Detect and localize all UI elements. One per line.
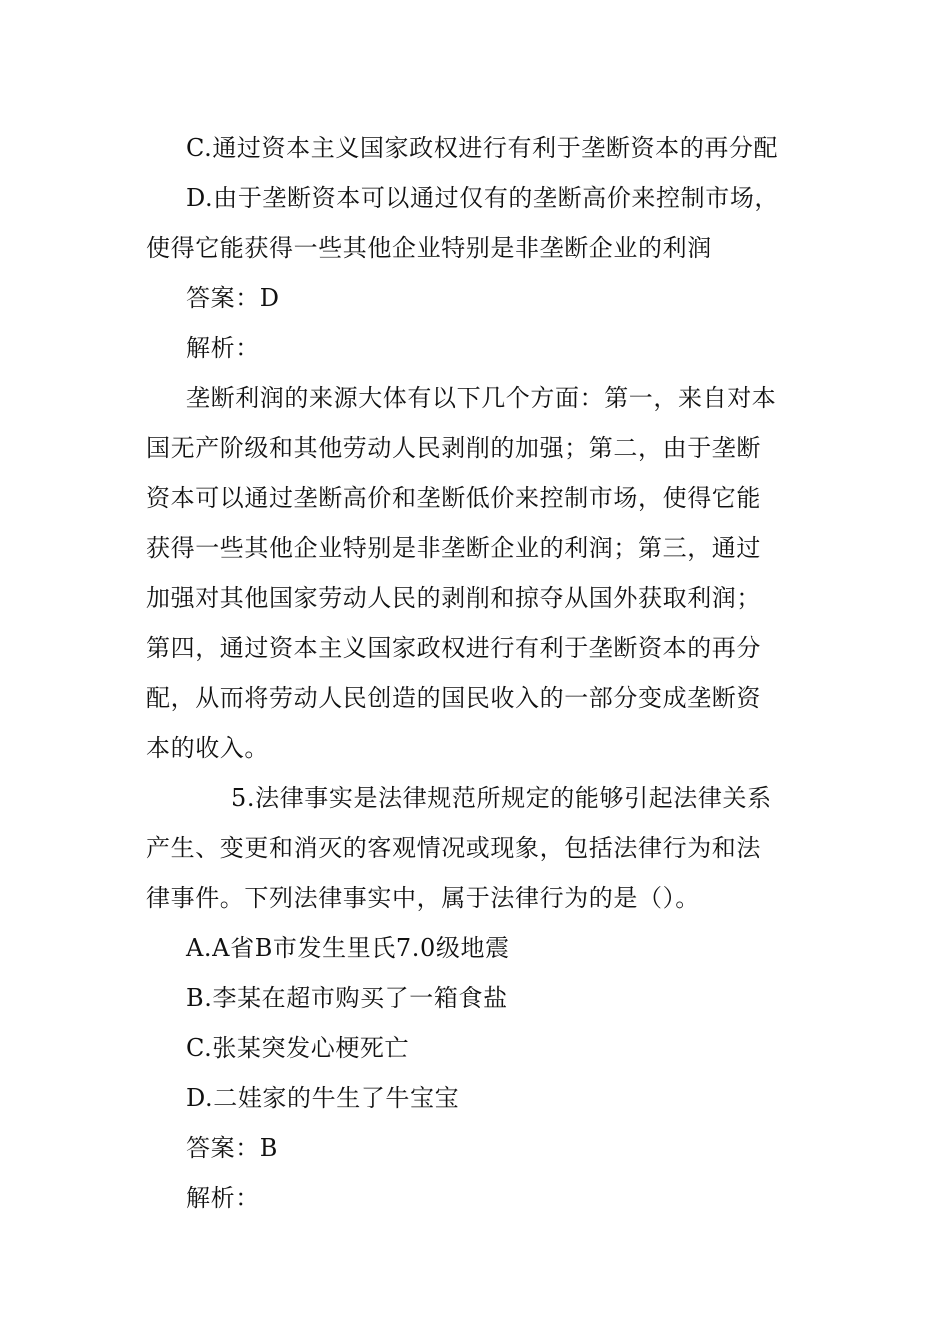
q4-analysis-line: 国无产阶级和其他劳动人民剥削的加强；第二，由于垄断 <box>146 434 761 462</box>
q4-answer: 答案：D <box>186 284 280 312</box>
q5-answer: 答案：B <box>186 1134 279 1162</box>
q5-option-c: C.张某突发心梗死亡 <box>186 1034 410 1062</box>
q5-stem-line: 5.法律事实是法律规范所规定的能够引起法律关系 <box>231 784 772 812</box>
q5-analysis-label: 解析： <box>186 1184 260 1212</box>
q5-stem-line: 律事件。下列法律事实中，属于法律行为的是（）。 <box>146 884 700 912</box>
q4-analysis-line: 资本可以通过垄断高价和垄断低价来控制市场，使得它能 <box>146 484 761 512</box>
q5-option-b: B.李某在超市购买了一箱食盐 <box>186 984 508 1012</box>
q5-option-a: A.A省B市发生里氏7.0级地震 <box>186 934 510 962</box>
q4-analysis-line: 第四，通过资本主义国家政权进行有利于垄断资本的再分 <box>146 634 761 662</box>
q4-option-c: C.通过资本主义国家政权进行有利于垄断资本的再分配 <box>186 134 779 162</box>
q4-analysis-line: 配，从而将劳动人民创造的国民收入的一部分变成垄断资 <box>146 684 761 712</box>
q4-option-d-line2: 使得它能获得一些其他企业特别是非垄断企业的利润 <box>146 234 712 262</box>
q4-analysis-line: 垄断利润的来源大体有以下几个方面：第一，来自对本 <box>186 384 777 412</box>
q4-analysis-line: 加强对其他国家劳动人民的剥削和掠夺从国外获取利润； <box>146 584 761 612</box>
q5-option-d: D.二娃家的牛生了牛宝宝 <box>186 1084 460 1112</box>
q4-analysis-label: 解析： <box>186 334 260 362</box>
q4-analysis-line: 本的收入。 <box>146 734 269 762</box>
q5-stem-line: 产生、变更和消灭的客观情况或现象，包括法律行为和法 <box>146 834 761 862</box>
q4-analysis-line: 获得一些其他企业特别是非垄断企业的利润；第三，通过 <box>146 534 761 562</box>
q4-option-d-line1: D.由于垄断资本可以通过仅有的垄断高价来控制市场， <box>186 184 780 212</box>
